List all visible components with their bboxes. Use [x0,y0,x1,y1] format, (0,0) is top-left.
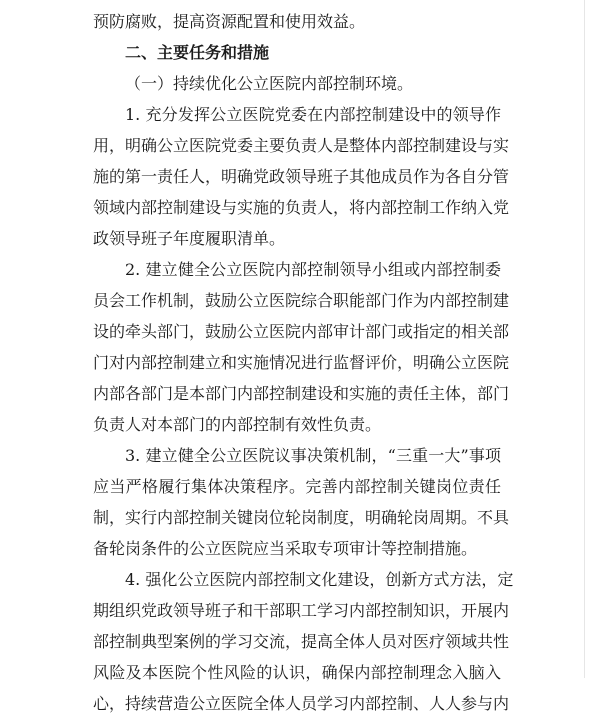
paragraph-line: 期组织党政领导班子和干部职工学习内部控制知识，开展内 [93,601,510,620]
page-edge-divider [584,0,585,678]
paragraph-line: 内部各部门是本部门内部控制建设和实施的责任主体，部门 [93,384,510,403]
subsection-heading: （一）持续优化公立医院内部控制环境。 [125,74,414,93]
paragraph-line: 政领导班子年度履职清单。 [93,229,286,248]
paragraph-line: 3. 建立健全公立医院议事决策机制，“三重一大”事项 [125,446,501,465]
paragraph-line: 施的第一责任人，明确党政领导班子其他成员作为各自分管 [93,167,510,186]
paragraph-line: 备轮岗条件的公立医院应当采取专项审计等控制措施。 [93,539,478,558]
paragraph-line: 4. 强化公立医院内部控制文化建设，创新方式方法，定 [125,570,514,589]
document-body [93,6,514,719]
paragraph-line: 设的牵头部门，鼓励公立医院内部审计部门或指定的相关部 [93,322,510,341]
paragraph-line: 1. 充分发挥公立医院党委在内部控制建设中的领导作 [125,105,501,124]
paragraph-line: 负责人对本部门的内部控制有效性负责。 [93,415,382,434]
paragraph-line: 门对内部控制建立和实施情况进行监督评价，明确公立医院 [93,353,510,372]
paragraph-line: 领域内部控制建设与实施的负责人，将内部控制工作纳入党 [93,198,510,217]
paragraph-line: 2. 建立健全公立医院内部控制领导小组或内部控制委 [125,260,501,279]
paragraph-line: 用，明确公立医院党委主要负责人是整体内部控制建设与实 [93,136,510,155]
paragraph-line: 员会工作机制，鼓励公立医院综合职能部门作为内部控制建 [93,291,510,310]
paragraph-line: 制，实行内部控制关键岗位轮岗制度，明确轮岗周期。不具 [93,508,510,527]
section-heading: 二、主要任务和措施 [125,43,270,62]
paragraph-line: 风险及本医院个性风险的认识，确保内部控制理念入脑入 [93,663,501,682]
paragraph-line: 部控制典型案例的学习交流，提高全体人员对医疗领域共性 [93,632,510,651]
paragraph-line: 心，持续营造公立医院全体人员学习内部控制、人人参与内 [93,694,510,713]
text-line: 预防腐败，提高资源配置和使用效益。 [93,12,366,31]
paragraph-line: 应当严格履行集体决策程序。完善内部控制关键岗位责任 [93,477,501,496]
